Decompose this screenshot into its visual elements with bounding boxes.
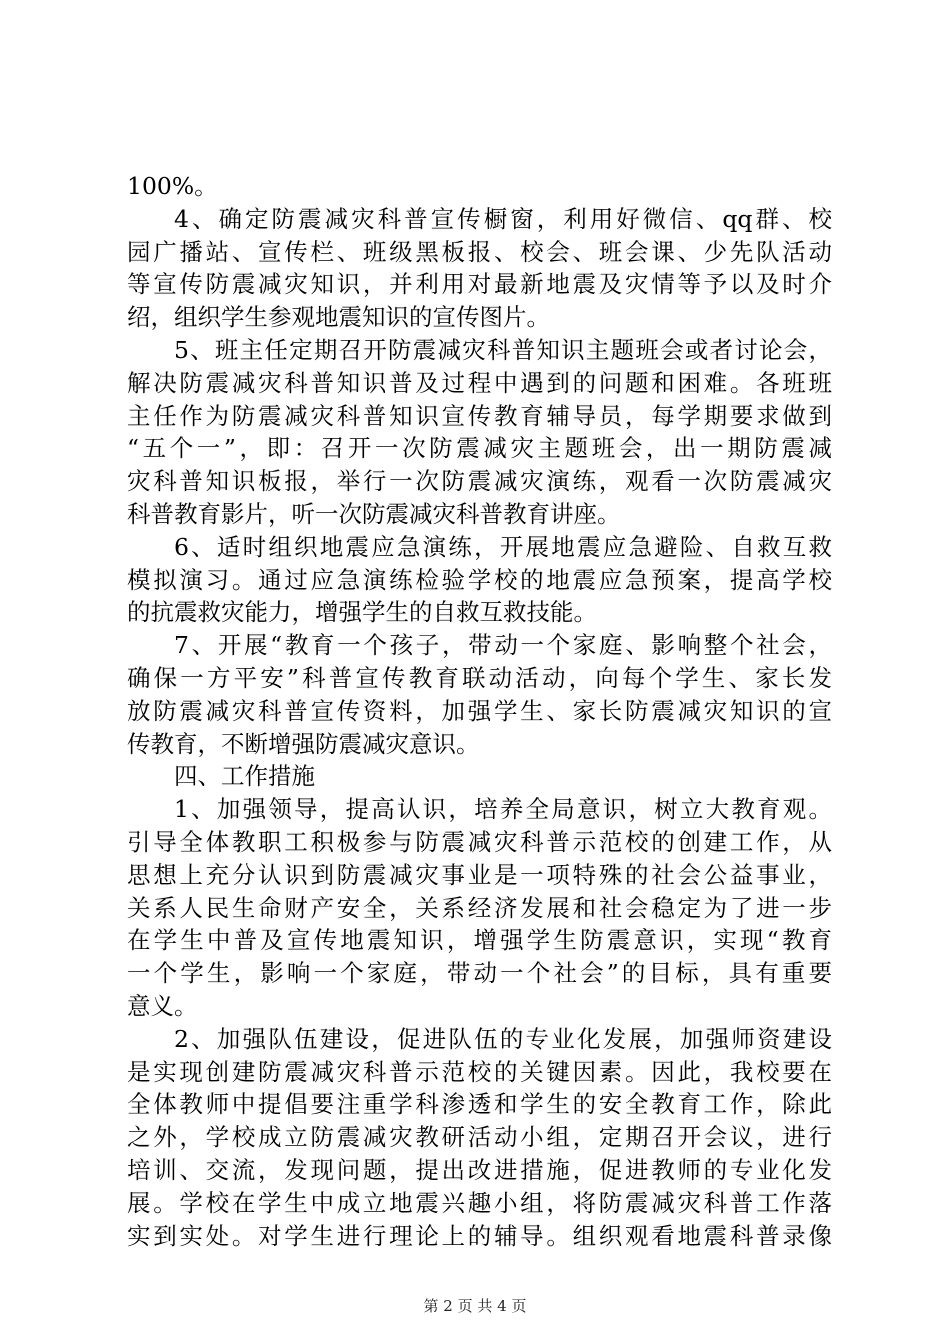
text-line: 4、确定防震减灾科普宣传橱窗，利用好微信、qq群、校 xyxy=(174,204,832,233)
text-line: 之外，学校成立防震减灾教研活动小组，定期召开会议，进行 xyxy=(127,1123,832,1152)
text-line: 7、开展“教育一个孩子，带动一个家庭、影响整个社会， xyxy=(174,631,832,660)
text-line: 的抗震救灾能力，增强学生的自救互救技能。 xyxy=(127,598,597,627)
text-line: 传教育，不断增强防震减灾意识。 xyxy=(127,729,480,758)
text-line: 关系人民生命财产安全，关系经济发展和社会稳定为了进一步 xyxy=(127,893,832,922)
text-line: 2、加强队伍建设，促进队伍的专业化发展，加强师资建设 xyxy=(174,1024,832,1053)
text-line: 主任作为防震减灾科普知识宣传教育辅导员，每学期要求做到 xyxy=(127,401,832,430)
text-line: “五个一”，即：召开一次防震减灾主题班会，出一期防震减 xyxy=(127,434,832,463)
text-line: 模拟演习。通过应急演练检验学校的地震应急预案，提高学校 xyxy=(127,565,832,594)
text-line: 是实现创建防震减灾科普示范校的关键因素。因此，我校要在 xyxy=(127,1057,832,1086)
text-line: 绍，组织学生参观地震知识的宣传图片。 xyxy=(127,303,550,332)
text-line: 一个学生，影响一个家庭，带动一个社会”的目标，具有重要 xyxy=(127,959,832,988)
text-line: 四、工作措施 xyxy=(174,762,315,791)
text-line: 展。学校在学生中成立地震兴趣小组，将防震减灾科普工作落 xyxy=(127,1188,832,1217)
page-footer: 第 2 页 共 4 页 xyxy=(423,1297,527,1315)
text-line: 意义。 xyxy=(127,991,198,1020)
text-line: 确保一方平安”科普宣传教育联动活动，向每个学生、家长发 xyxy=(127,663,832,692)
text-line: 1、加强领导，提高认识，培养全局意识，树立大教育观。 xyxy=(174,795,832,824)
text-line: 引导全体教职工积极参与防震减灾科普示范校的创建工作，从 xyxy=(127,827,832,856)
text-line: 全体教师中提倡要注重学科渗透和学生的安全教育工作，除此 xyxy=(127,1090,832,1119)
text-line: 6、适时组织地震应急演练，开展地震应急避险、自救互救 xyxy=(174,532,832,561)
text-line: 解决防震减灾科普知识普及过程中遇到的问题和困难。各班班 xyxy=(127,368,832,397)
text-line: 放防震减灾科普宣传资料，加强学生、家长防震减灾知识的宣 xyxy=(127,696,832,725)
text-line: 科普教育影片，听一次防震减灾科普教育讲座。 xyxy=(127,499,621,528)
text-line: 在学生中普及宣传地震知识，增强学生防震意识，实现“教育 xyxy=(127,926,832,955)
text-line: 园广播站、宣传栏、班级黑板报、校会、班会课、少先队活动 xyxy=(127,237,832,266)
text-line: 灾科普知识板报，举行一次防震减灾演练，观看一次防震减灾 xyxy=(127,467,832,496)
text-line: 培训、交流，发现问题，提出改进措施，促进教师的专业化发 xyxy=(127,1155,832,1184)
text-line: 100%。 xyxy=(127,172,218,200)
text-line: 5、班主任定期召开防震减灾科普知识主题班会或者讨论会， xyxy=(174,335,832,364)
text-line: 实到实处。对学生进行理论上的辅导。组织观看地震科普录像 xyxy=(127,1221,832,1250)
text-line: 思想上充分认识到防震减灾事业是一项特殊的社会公益事业， xyxy=(127,860,832,889)
text-line: 等宣传防震减灾知识，并利用对最新地震及灾情等予以及时介 xyxy=(127,270,832,299)
body-text xyxy=(127,170,832,1252)
